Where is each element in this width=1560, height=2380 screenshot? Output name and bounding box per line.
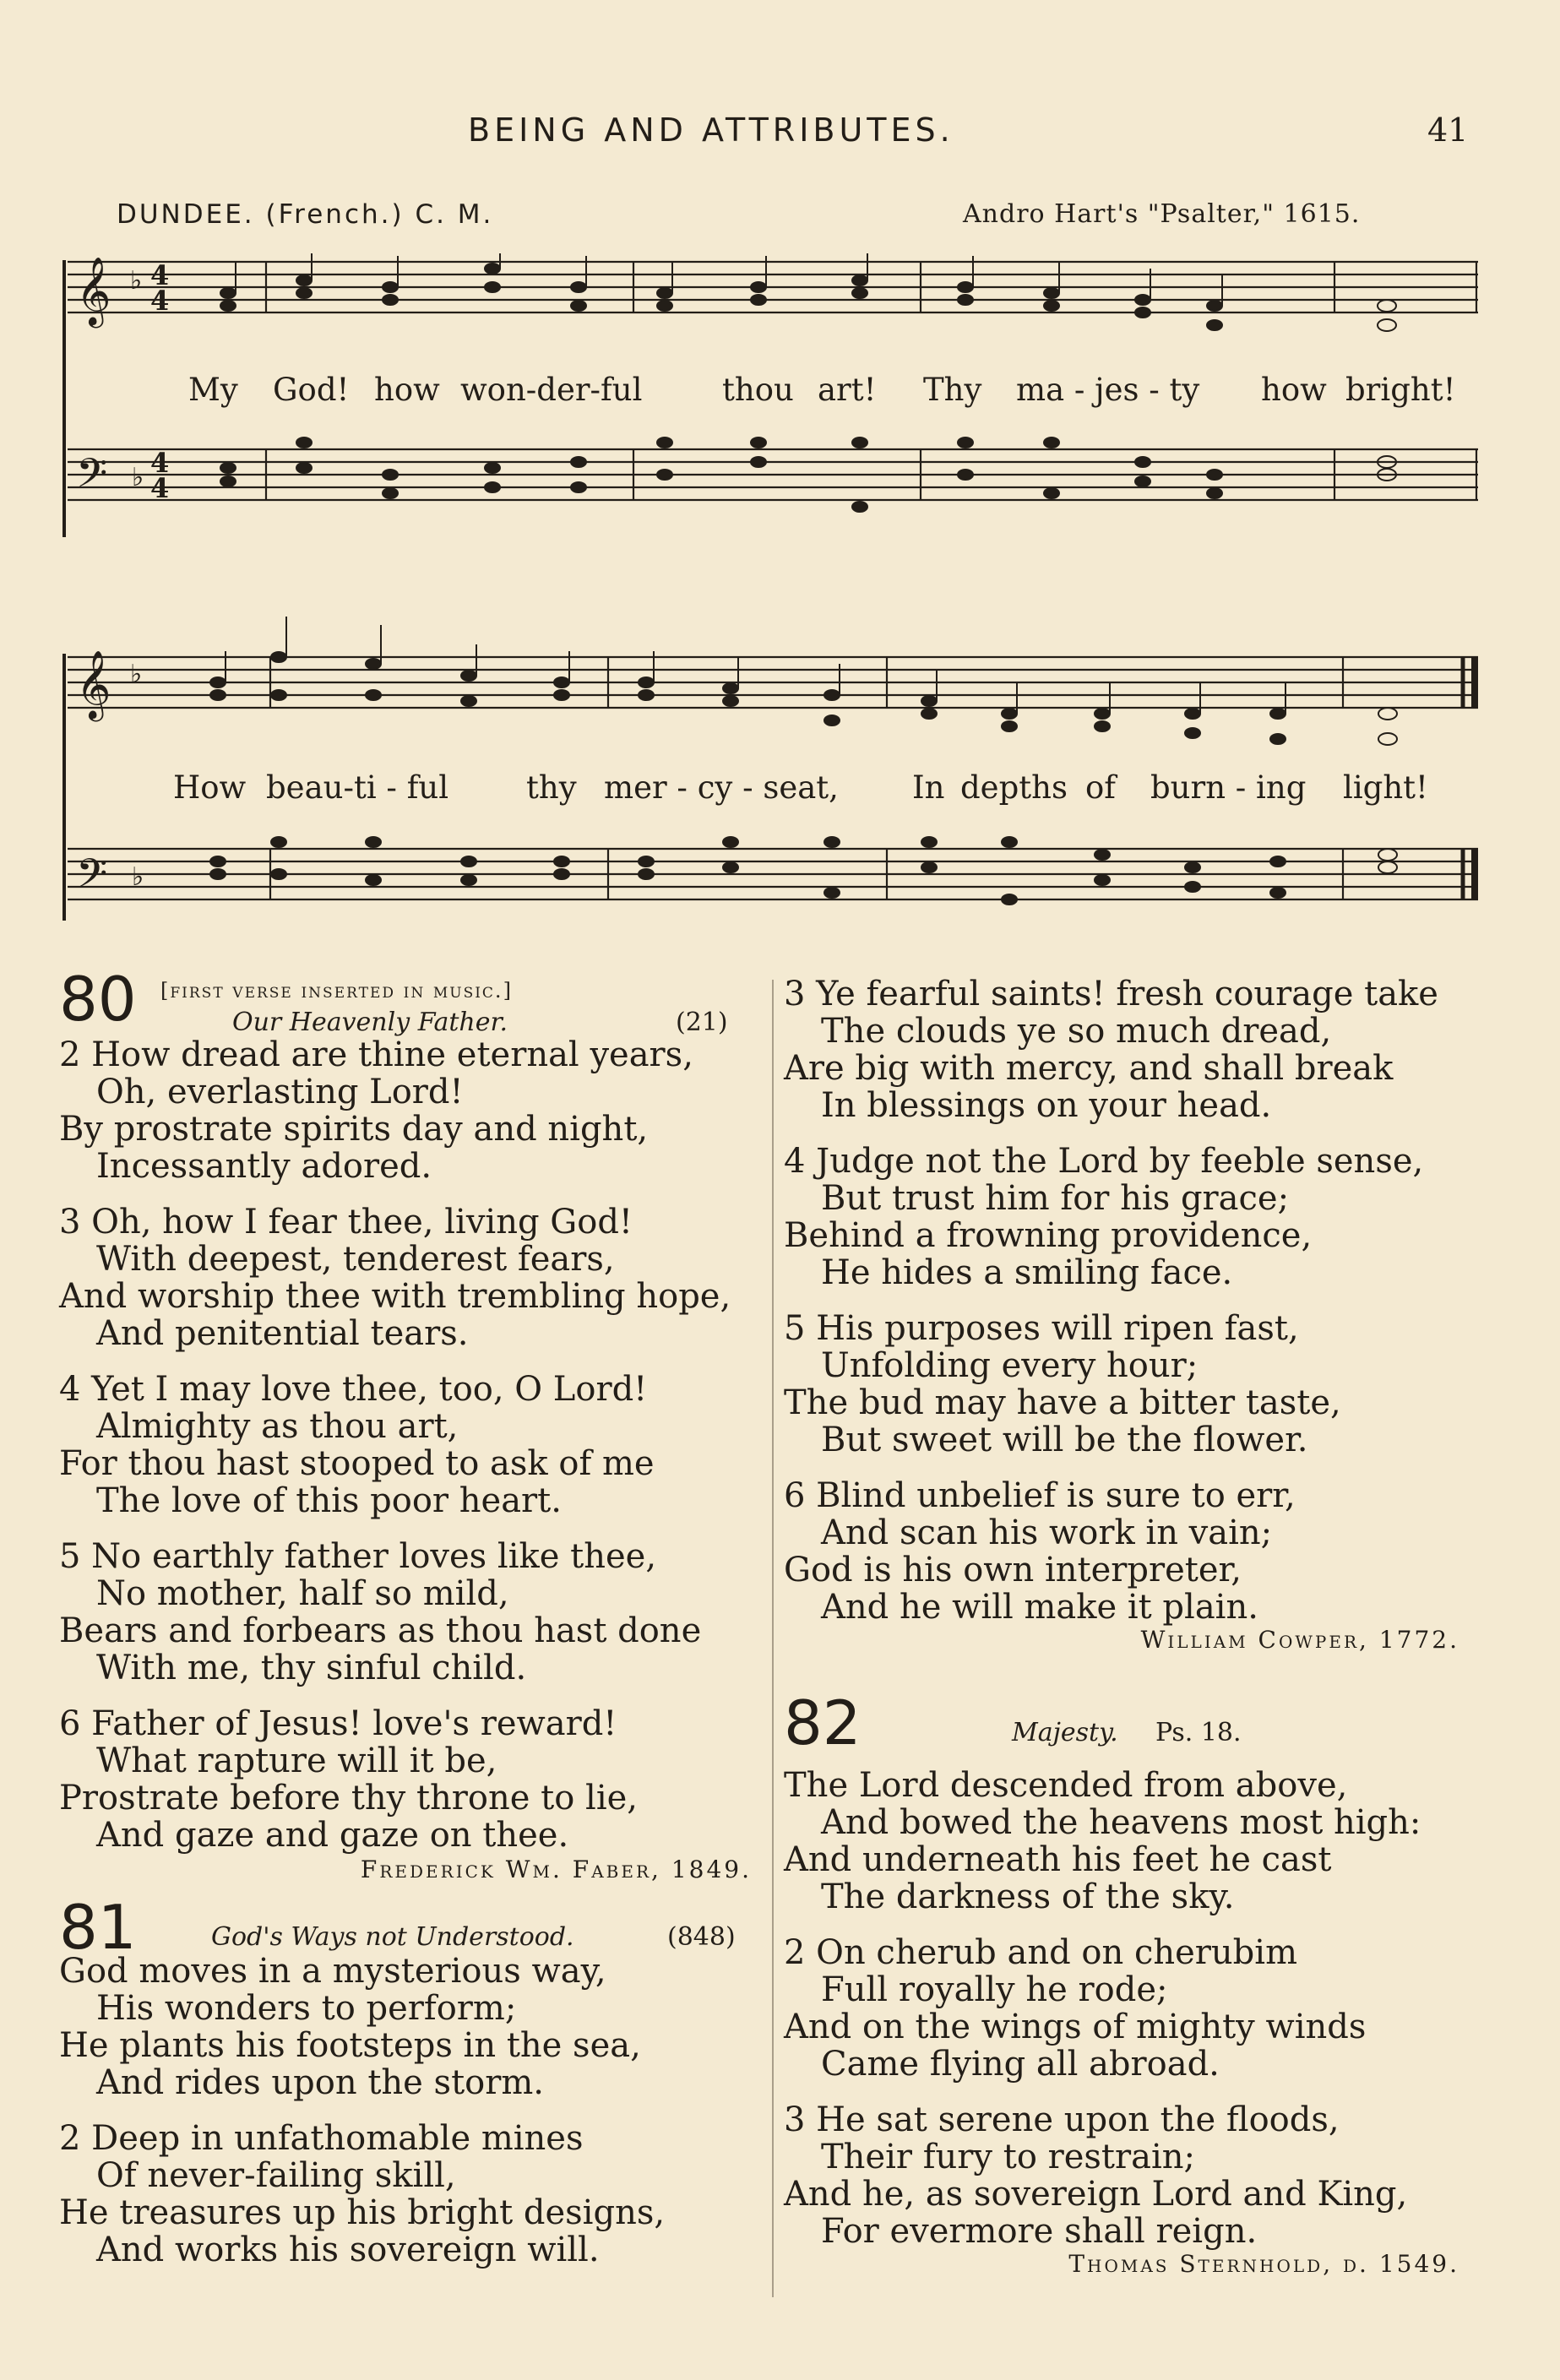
- verse-line: In blessings on your head.: [821, 1086, 1272, 1125]
- verse-line: The clouds ye so much dread,: [821, 1012, 1332, 1051]
- verse-line: And penitential tears.: [96, 1314, 469, 1353]
- verse-line: And works his sovereign will.: [96, 2231, 600, 2269]
- verse-line: By prostrate spirits day and night,: [59, 1110, 649, 1149]
- lyric-syllable: In: [912, 769, 945, 806]
- verse-line: 5 No earthly father loves like thee,: [59, 1537, 657, 1576]
- verse-line: 3 Oh, how I fear thee, living God!: [59, 1203, 633, 1242]
- stanza: [59, 1204, 760, 1352]
- verse-line: With deepest, tenderest fears,: [96, 1240, 615, 1279]
- verse-line: Unfolding every hour;: [821, 1346, 1199, 1385]
- flat-sign: ♭: [132, 862, 144, 892]
- lyric-syllable: depths: [960, 769, 1068, 806]
- stanza: [59, 2120, 760, 2269]
- column-divider: [772, 980, 774, 2297]
- stanza: [784, 1934, 1502, 2083]
- verse-line: The bud may have a bitter taste,: [784, 1383, 1341, 1422]
- verse-line: 2 How dread are thine eternal years,: [59, 1035, 693, 1074]
- tune-heading: [0, 199, 1560, 238]
- stanza: [59, 1705, 760, 1854]
- right-column: [784, 975, 1502, 2298]
- lyric-syllable: how: [1261, 372, 1327, 408]
- verse-line: Are big with mercy, and shall break: [784, 1049, 1394, 1088]
- verse-line: And he, as sovereign Lord and King,: [784, 2175, 1408, 2214]
- hymn-note: [first verse inserted in music.]: [160, 979, 513, 1003]
- verse-line: Came flying all abroad.: [821, 2045, 1220, 2084]
- page-number: 41: [1427, 111, 1469, 149]
- lyric-syllable: won-der-ful: [460, 372, 643, 408]
- stanza: [59, 1371, 760, 1519]
- verse-line: The love of this poor heart.: [96, 1481, 562, 1520]
- hymn-title: God's Ways not Understood.: [211, 1922, 574, 1952]
- stanza: [784, 1477, 1502, 1626]
- lyric-syllable: mer - cy - seat,: [604, 769, 839, 806]
- hymn-number: 81: [59, 1892, 137, 1963]
- hymn-author: Thomas Sternhold, d. 1549.: [1068, 2250, 1459, 2278]
- verse-line: 4 Yet I may love thee, too, O Lord!: [59, 1370, 648, 1409]
- page-header: [0, 111, 1560, 154]
- hymn-author: Frederick Wm. Faber, 1849.: [360, 1856, 752, 1883]
- lyric-syllable: art!: [818, 372, 877, 408]
- verse-line: And worship thee with trembling hope,: [59, 1277, 731, 1316]
- hymn-81-heading: [59, 1892, 760, 1963]
- verse-line: He hides a smiling face.: [821, 1253, 1233, 1292]
- verse-line: Full royally he rode;: [821, 1970, 1168, 2009]
- verse-line: Almighty as thou art,: [96, 1407, 459, 1446]
- verse-line: But sweet will be the flower.: [821, 1421, 1308, 1459]
- verse-line: Their fury to restrain;: [821, 2138, 1196, 2176]
- lyric-syllable: thy: [526, 769, 577, 806]
- hymn-title: Our Heavenly Father.: [232, 1008, 508, 1037]
- stanza: [59, 1953, 760, 2101]
- hymn-number: 82: [784, 1687, 862, 1758]
- verse-line: His wonders to perform;: [96, 1989, 517, 2028]
- verse-line: The Lord descended from above,: [784, 1766, 1348, 1805]
- lyric-syllable: ma - jes - ty: [1016, 372, 1200, 408]
- stanza: [784, 2101, 1502, 2250]
- verse-line: What rapture will it be,: [96, 1742, 497, 1780]
- lyric-syllable: light!: [1343, 769, 1428, 806]
- verse-line: With me, thy sinful child.: [96, 1649, 527, 1687]
- verse-line: Of never-failing skill,: [96, 2156, 456, 2195]
- verse-line: 2 On cherub and on cherubim: [784, 1933, 1298, 1972]
- lyric-syllable: burn - ing: [1150, 769, 1307, 806]
- treble-clef-1: 𝄞: [76, 256, 111, 325]
- verse-line: 6 Blind unbelief is sure to err,: [784, 1476, 1296, 1515]
- lyric-syllable: bright!: [1345, 372, 1456, 408]
- verse-line: Incessantly adored.: [96, 1147, 432, 1186]
- verse-line: 3 Ye fearful saints! fresh courage take: [784, 975, 1438, 1013]
- time-signature: 4: [150, 447, 170, 479]
- flat-sign: ♭: [130, 660, 143, 689]
- stanza: [784, 1143, 1502, 1291]
- verse-line: And he will make it plain.: [821, 1588, 1258, 1627]
- bass-clef-2: 𝄢: [76, 850, 108, 907]
- lyric-syllable: Thy: [923, 372, 982, 408]
- hymn-title: Majesty.: [1012, 1718, 1118, 1747]
- time-signature: 4: [150, 472, 170, 504]
- verse-line: Behind a frowning providence,: [784, 1216, 1313, 1255]
- verse-line: And underneath his feet he cast: [784, 1840, 1332, 1879]
- lyric-syllable: How: [173, 769, 247, 806]
- verse-line: 6 Father of Jesus! love's reward!: [59, 1704, 617, 1743]
- verse-line: And gaze and gaze on thee.: [96, 1816, 569, 1855]
- time-signature: 4: [150, 259, 170, 291]
- verse-line: 2 Deep in unfathomable mines: [59, 2119, 584, 2158]
- verse-line: Oh, everlasting Lord!: [96, 1073, 464, 1111]
- stanza: [784, 1767, 1502, 1915]
- verse-line: 3 He sat serene upon the floods,: [784, 2100, 1340, 2139]
- left-column: [59, 964, 760, 2287]
- verse-line: No mother, half so mild,: [96, 1574, 509, 1613]
- lyric-syllable: thou: [722, 372, 794, 408]
- verse-line: He plants his footsteps in the sea,: [59, 2026, 641, 2065]
- hymn-reference: (848): [667, 1922, 736, 1952]
- hymn-82-heading: [784, 1687, 1502, 1767]
- verse-line: God is his own interpreter,: [784, 1551, 1242, 1589]
- stanza: [59, 1538, 760, 1687]
- verse-line: But trust him for his grace;: [821, 1179, 1290, 1218]
- treble-clef-2: 𝄞: [76, 649, 111, 719]
- stanza: [784, 1310, 1502, 1459]
- hymn-number: 80: [59, 964, 137, 1035]
- lyric-syllable: beau-ti - ful: [266, 769, 449, 806]
- music-score: [51, 253, 1487, 929]
- hymn-reference: Ps. 18.: [1155, 1718, 1242, 1747]
- hymn-author: William Cowper, 1772.: [1140, 1626, 1459, 1654]
- verse-line: And scan his work in vain;: [821, 1513, 1273, 1552]
- running-title: BEING AND ATTRIBUTES.: [468, 111, 954, 149]
- stanza: [59, 1036, 760, 1185]
- bass-clef-1: 𝄢: [76, 449, 108, 507]
- lyric-syllable: My: [188, 372, 238, 408]
- verse-line: The darkness of the sky.: [821, 1877, 1235, 1916]
- tune-name: DUNDEE. (French.) C. M.: [117, 199, 494, 230]
- verse-line: And bowed the heavens most high:: [821, 1803, 1421, 1842]
- time-signature: 4: [150, 285, 170, 317]
- verse-line: And rides upon the storm.: [96, 2063, 544, 2102]
- tune-source: Andro Hart's "Psalter," 1615.: [963, 199, 1361, 229]
- stanza: [784, 975, 1502, 1124]
- lyric-syllable: of: [1085, 769, 1116, 806]
- hymn-reference: (21): [676, 1008, 728, 1037]
- verse-line: For evermore shall reign.: [821, 2212, 1258, 2251]
- staff-bass-1: [68, 449, 1478, 500]
- verse-line: 4 Judge not the Lord by feeble sense,: [784, 1142, 1424, 1181]
- verse-line: Prostrate before thy throne to lie,: [59, 1779, 638, 1818]
- verse-line: He treasures up his bright designs,: [59, 2193, 666, 2232]
- flat-sign: ♭: [132, 463, 144, 492]
- note-stems: [226, 253, 1286, 714]
- lyric-syllable: God!: [273, 372, 350, 408]
- verse-line: Bears and forbears as thou hast done: [59, 1611, 702, 1650]
- verse-line: 5 His purposes will ripen fast,: [784, 1309, 1299, 1348]
- verse-line: God moves in a mysterious way,: [59, 1952, 606, 1991]
- staff-treble-1: [68, 262, 1478, 312]
- lyric-syllable: how: [374, 372, 440, 408]
- flat-sign: ♭: [130, 266, 143, 296]
- verse-line: For thou hast stooped to ask of me: [59, 1444, 655, 1483]
- hymn-80-heading: [59, 964, 760, 1037]
- verse-line: And on the wings of mighty winds: [784, 2008, 1367, 2046]
